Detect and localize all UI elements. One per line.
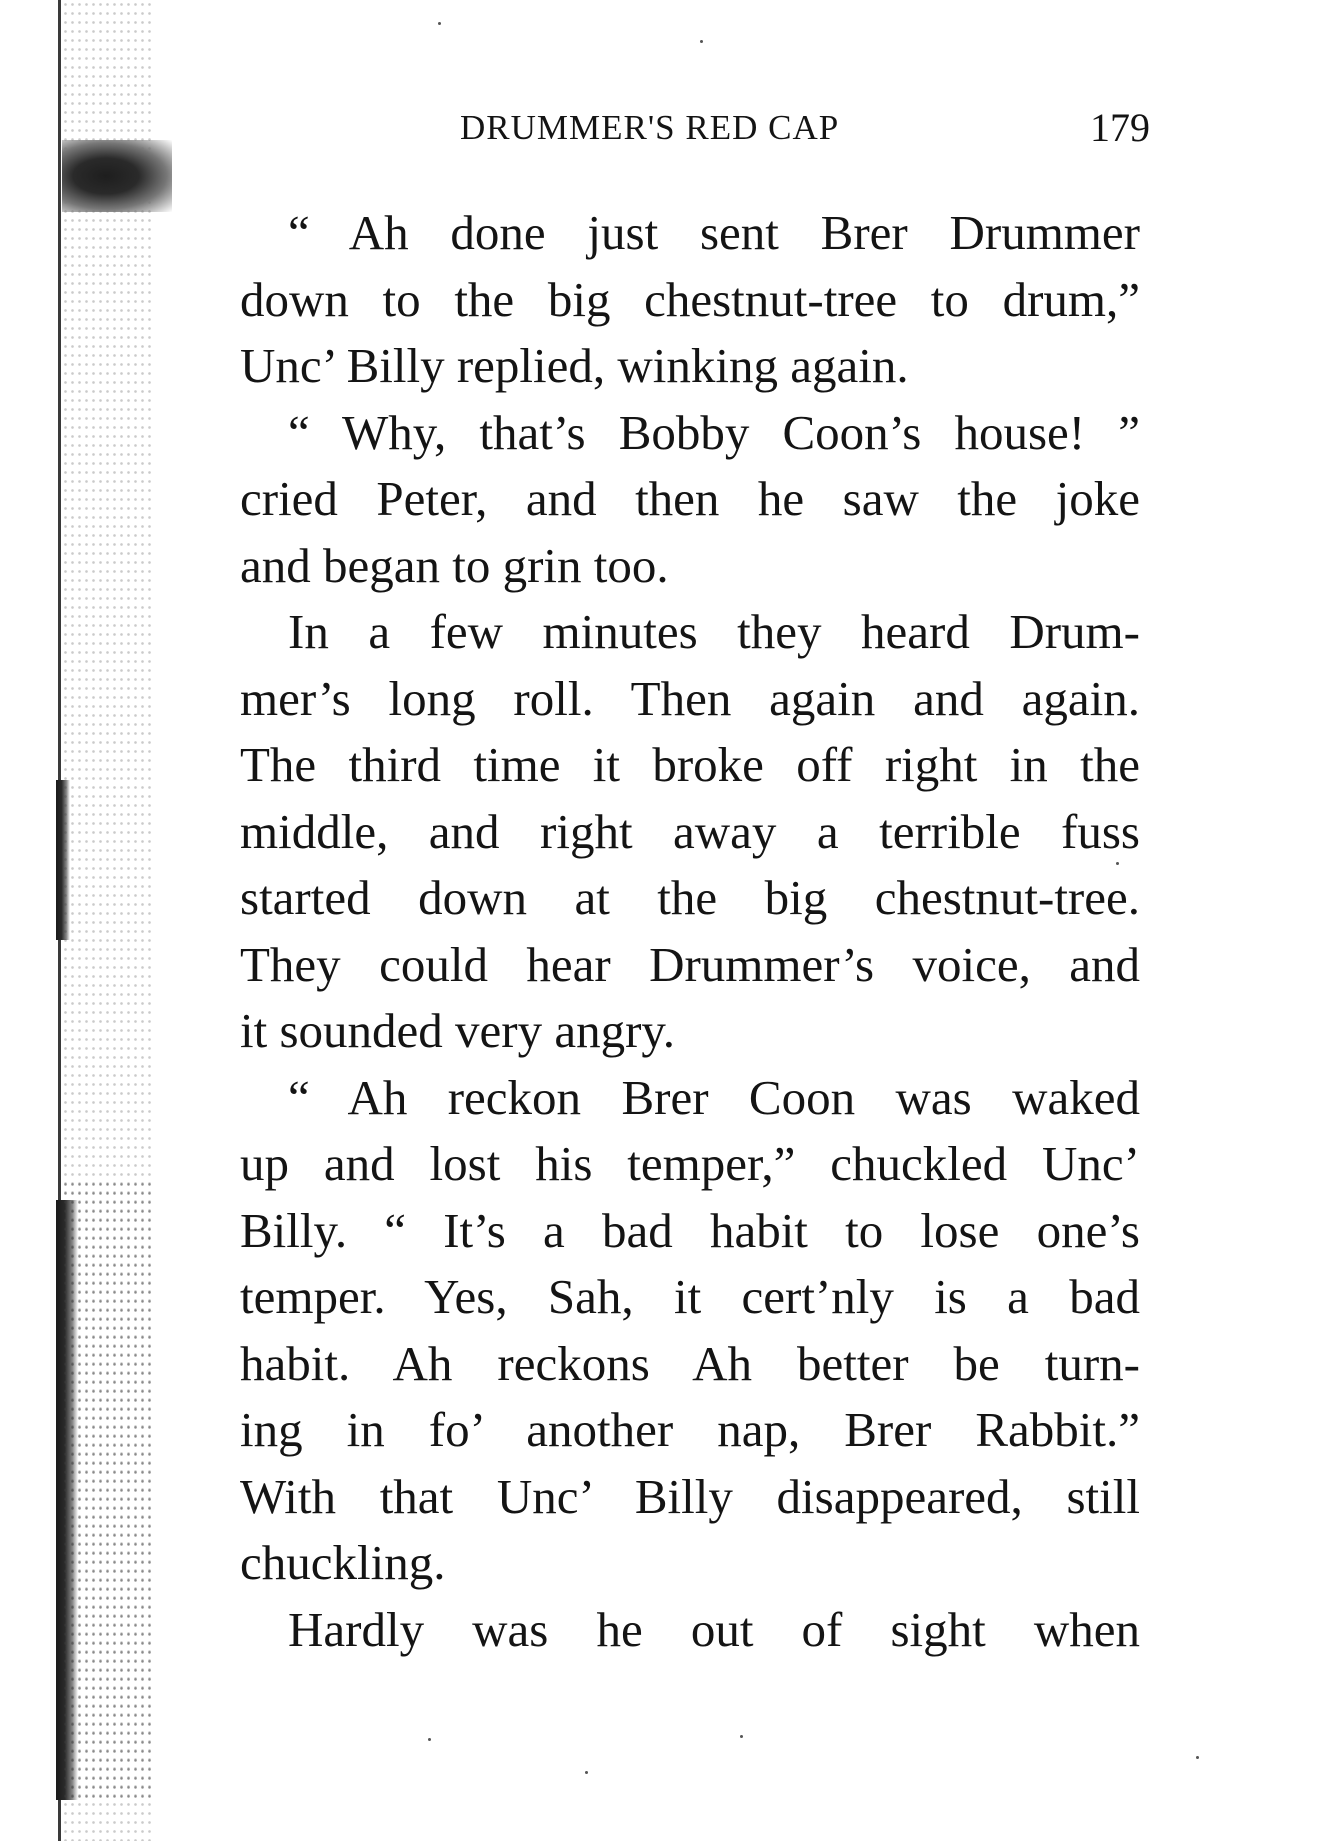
paragraph xyxy=(240,200,1140,400)
text-line: chuckling. xyxy=(240,1535,446,1590)
text-line: cried Peter, and then he saw the joke xyxy=(240,471,1140,526)
text-line: habit. Ah reckons Ah better be turn- xyxy=(240,1335,1140,1391)
page-number: 179 xyxy=(1090,105,1150,150)
text-line: and began to grin too. xyxy=(240,537,669,593)
running-head: DRUMMER'S RED CAP xyxy=(460,108,840,147)
paragraph xyxy=(240,599,1140,1065)
speck xyxy=(700,40,703,43)
text-line: In a few minutes they heard Drum- xyxy=(288,604,1140,659)
text-line: “ Why, that’s Bobby Coon’s house! ” xyxy=(288,404,1140,460)
text-line: Unc’ Billy replied, winking again. xyxy=(240,338,909,393)
text-line: ing in fo’ another nap, Brer Rabbit.” xyxy=(240,1402,1140,1457)
text-line: down to the big chestnut-tree to drum,” xyxy=(240,271,1140,327)
speck xyxy=(1196,1756,1199,1759)
text-line: mer’s long roll. Then again and again. xyxy=(240,670,1140,726)
speck xyxy=(585,1771,588,1774)
page-header xyxy=(460,105,1150,158)
text-line: They could hear Drummer’s voice, and xyxy=(240,936,1140,992)
text-line: “ Ah done just sent Brer Drummer xyxy=(288,205,1140,260)
ink-blot xyxy=(62,140,172,212)
speck xyxy=(438,22,441,25)
text-line: With that Unc’ Billy disappeared, still xyxy=(240,1468,1140,1524)
text-line: it sounded very angry. xyxy=(240,1003,675,1058)
text-line: Hardly was he out of sight when xyxy=(288,1601,1140,1657)
text-line: temper. Yes, Sah, it cert’nly is a bad xyxy=(240,1269,1140,1324)
paragraph xyxy=(240,400,1140,600)
text-line: “ Ah reckon Brer Coon was waked xyxy=(288,1069,1140,1125)
binding-gutter-shadow xyxy=(48,0,158,1841)
text-line: up and lost his temper,” chuckled Unc’ xyxy=(240,1136,1140,1191)
text-line: Billy. “ It’s a bad habit to lose one’s xyxy=(240,1202,1140,1258)
body-text xyxy=(240,200,1140,1663)
text-line: middle, and right away a terrible fuss xyxy=(240,803,1140,859)
paragraph xyxy=(240,1597,1140,1664)
gutter-speckle xyxy=(62,1180,152,1800)
text-line: The third time it broke off right in the xyxy=(240,737,1140,792)
speck xyxy=(428,1738,431,1741)
text-line: started down at the big chestnut-tree. xyxy=(240,870,1140,925)
paragraph xyxy=(240,1065,1140,1597)
speck xyxy=(740,1735,743,1738)
speck xyxy=(1116,862,1119,865)
